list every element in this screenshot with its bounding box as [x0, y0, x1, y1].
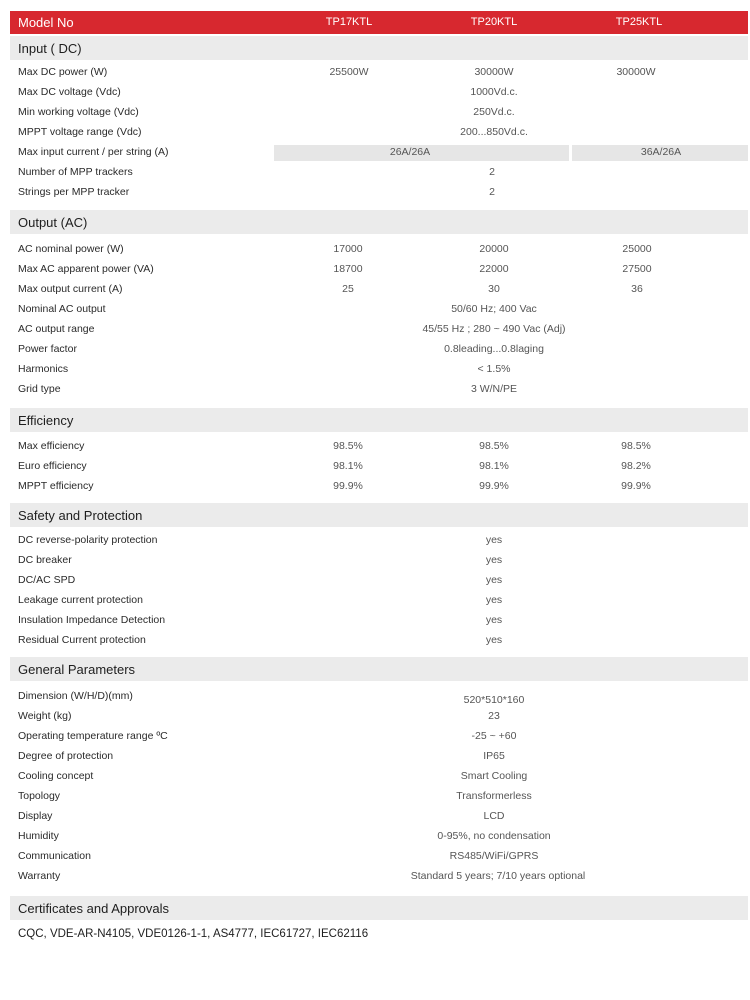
spec-value: 17000: [333, 243, 363, 255]
spec-value: 200...850Vd.c.: [460, 126, 528, 138]
spec-value: yes: [485, 534, 503, 546]
spec-row-display: [10, 809, 748, 825]
spec-value: 27500: [622, 263, 652, 275]
spec-label: Euro efficiency: [18, 460, 87, 472]
spec-label: Min working voltage (Vdc): [18, 106, 139, 118]
spec-value: -25 ~ +60: [471, 730, 517, 742]
section-efficiency: [10, 408, 748, 432]
spec-label: Cooling concept: [18, 770, 94, 782]
spec-value: 98.5%: [621, 440, 651, 452]
spec-value: 23: [488, 710, 500, 722]
spec-label: Dimension (W/H/D)(mm): [18, 690, 133, 702]
spec-label: Max AC apparent power (VA): [18, 263, 154, 275]
spec-value: 2: [489, 186, 495, 198]
spec-label: Leakage current protection: [18, 594, 143, 606]
spec-value: 99.9%: [621, 480, 651, 492]
spec-label: AC output range: [18, 323, 95, 335]
spec-row-euro-efficiency: [10, 459, 748, 475]
spec-value: 0.8leading...0.8laging: [444, 343, 544, 355]
spec-value: 0-95%, no condensation: [437, 830, 551, 842]
spec-label: Power factor: [18, 343, 77, 355]
section-input-dc: [10, 36, 748, 60]
spec-label: Residual Current protection: [18, 634, 146, 646]
spec-label: MPPT voltage range (Vdc): [18, 126, 142, 138]
spec-label: Insulation Impedance Detection: [18, 614, 166, 626]
spec-value: 36A/26A: [640, 146, 682, 158]
spec-value: 25500W: [329, 66, 369, 78]
spec-label: Max efficiency: [18, 440, 85, 452]
spec-value: 1000Vd.c.: [470, 86, 518, 98]
spec-value: yes: [485, 634, 503, 646]
spec-value: yes: [485, 574, 503, 586]
model-tp17ktl: TP17KTL: [325, 16, 373, 28]
spec-row-dc-ac-spd: [10, 573, 748, 589]
model-tp20ktl: TP20KTL: [470, 16, 518, 28]
spec-value: 520*510*160: [463, 694, 525, 706]
spec-row-residual-current: [10, 633, 748, 649]
spec-label: MPPT efficiency: [18, 480, 94, 492]
spec-row-dc-breaker: [10, 553, 748, 569]
spec-value: Transformerless: [456, 790, 532, 802]
spec-value: < 1.5%: [477, 363, 511, 375]
spec-row-max-efficiency: [10, 439, 748, 455]
spec-value: yes: [485, 594, 503, 606]
spec-value: 18700: [333, 263, 363, 275]
spec-row-power-factor: [10, 342, 748, 358]
spec-label: DC reverse-polarity protection: [18, 534, 158, 546]
spec-row-max-ac-apparent-power: [10, 262, 748, 278]
section-title: Safety and Protection: [18, 508, 143, 523]
spec-row-strings-per-tracker: [10, 185, 748, 201]
section-title: General Parameters: [18, 662, 136, 677]
spec-value: 98.1%: [479, 460, 509, 472]
spec-label: Nominal AC output: [18, 303, 106, 315]
spec-label: Grid type: [18, 383, 61, 395]
spec-row-max-dc-voltage: [10, 85, 748, 101]
model-tp25ktl: TP25KTL: [615, 16, 663, 28]
spec-value: 98.5%: [333, 440, 363, 452]
spec-value: 25000: [622, 243, 652, 255]
section-title: Input ( DC): [18, 41, 82, 56]
spec-value: 25: [342, 283, 354, 295]
spec-row-humidity: [10, 829, 748, 845]
spec-row-warranty: [10, 869, 748, 885]
spec-value: Smart Cooling: [460, 770, 528, 782]
spec-label: Operating temperature range ºC: [18, 730, 168, 742]
spec-value: 30000W: [616, 66, 656, 78]
spec-row-operating-temperature: [10, 729, 748, 745]
section-title: Efficiency: [18, 413, 74, 428]
spec-value: 20000: [479, 243, 509, 255]
section-title: Certificates and Approvals: [18, 901, 170, 916]
spec-label: Harmonics: [18, 363, 69, 375]
spec-value: Standard 5 years; 7/10 years optional: [410, 870, 586, 882]
spec-label: Display: [18, 810, 53, 822]
spec-label: DC/AC SPD: [18, 574, 76, 586]
spec-row-topology: [10, 789, 748, 805]
certificates-list: CQC, VDE-AR-N4105, VDE0126-1-1, AS4777, IEC61727, IEC62116: [18, 928, 369, 940]
spec-label: Max DC voltage (Vdc): [18, 86, 121, 98]
spec-row-weight: [10, 709, 748, 725]
spec-row-grid-type: [10, 382, 748, 398]
spec-label: Warranty: [18, 870, 61, 882]
spec-row-dimension: [10, 689, 748, 705]
spec-label: Humidity: [18, 830, 59, 842]
section-title: Output (AC): [18, 215, 88, 230]
spec-value: 98.2%: [621, 460, 651, 472]
spec-label: Topology: [18, 790, 61, 802]
spec-label: Max DC power (W): [18, 66, 108, 78]
spec-row-max-dc-power: [10, 65, 748, 81]
spec-row-nominal-ac-output: [10, 302, 748, 318]
section-general-parameters: [10, 657, 748, 681]
spec-value: 98.1%: [333, 460, 363, 472]
section-certificates-approvals: [10, 896, 748, 920]
spec-value: IP65: [483, 750, 505, 762]
spec-value: 3 W/N/PE: [470, 383, 518, 395]
spec-row-mppt-voltage-range: [10, 125, 748, 141]
spec-label: Strings per MPP tracker: [18, 186, 130, 198]
spec-value: 30: [488, 283, 500, 295]
spec-value: 99.9%: [333, 480, 363, 492]
spec-row-insulation-impedance: [10, 613, 748, 629]
spec-value: 99.9%: [479, 480, 509, 492]
spec-row-max-input-current: [10, 145, 748, 161]
spec-value: 36: [631, 283, 643, 295]
spec-row-ac-nominal-power: [10, 242, 748, 258]
spec-label: Number of MPP trackers: [18, 166, 133, 178]
spec-label: Max input current / per string (A): [18, 146, 169, 158]
section-output-ac: [10, 210, 748, 234]
spec-value: 50/60 Hz; 400 Vac: [451, 303, 537, 315]
spec-value: 250Vd.c.: [473, 106, 515, 118]
spec-label: DC breaker: [18, 554, 72, 566]
spec-row-dc-reverse-polarity: [10, 533, 748, 549]
spec-row-leakage-current: [10, 593, 748, 609]
spec-row-ac-output-range: [10, 322, 748, 338]
spec-value: 45/55 Hz ; 280 ~ 490 Vac (Adj): [422, 323, 566, 335]
spec-label: Communication: [18, 850, 91, 862]
spec-value: yes: [485, 614, 503, 626]
section-safety-protection: [10, 503, 748, 527]
spec-value: LCD: [483, 810, 505, 822]
spec-value: 26A/26A: [389, 146, 431, 158]
spec-value: 22000: [479, 263, 509, 275]
spec-row-mpp-trackers: [10, 165, 748, 181]
spec-label: Weight (kg): [18, 710, 72, 722]
spec-value: 98.5%: [479, 440, 509, 452]
spec-row-communication: [10, 849, 748, 865]
spec-label: AC nominal power (W): [18, 243, 124, 255]
spec-value: RS485/WiFi/GPRS: [449, 850, 539, 862]
model-no-label: Model No: [18, 15, 74, 30]
spec-row-mppt-efficiency: [10, 479, 748, 495]
spec-value: 30000W: [474, 66, 514, 78]
model-header-bar: [10, 11, 748, 34]
spec-row-degree-of-protection: [10, 749, 748, 765]
spec-label: Max output current (A): [18, 283, 123, 295]
spec-label: Degree of protection: [18, 750, 114, 762]
spec-row-cooling-concept: [10, 769, 748, 785]
spec-row-harmonics: [10, 362, 748, 378]
spec-row-min-working-voltage: [10, 105, 748, 121]
spec-value: 2: [489, 166, 495, 178]
spec-row-max-output-current: [10, 282, 748, 298]
spec-value: yes: [485, 554, 503, 566]
